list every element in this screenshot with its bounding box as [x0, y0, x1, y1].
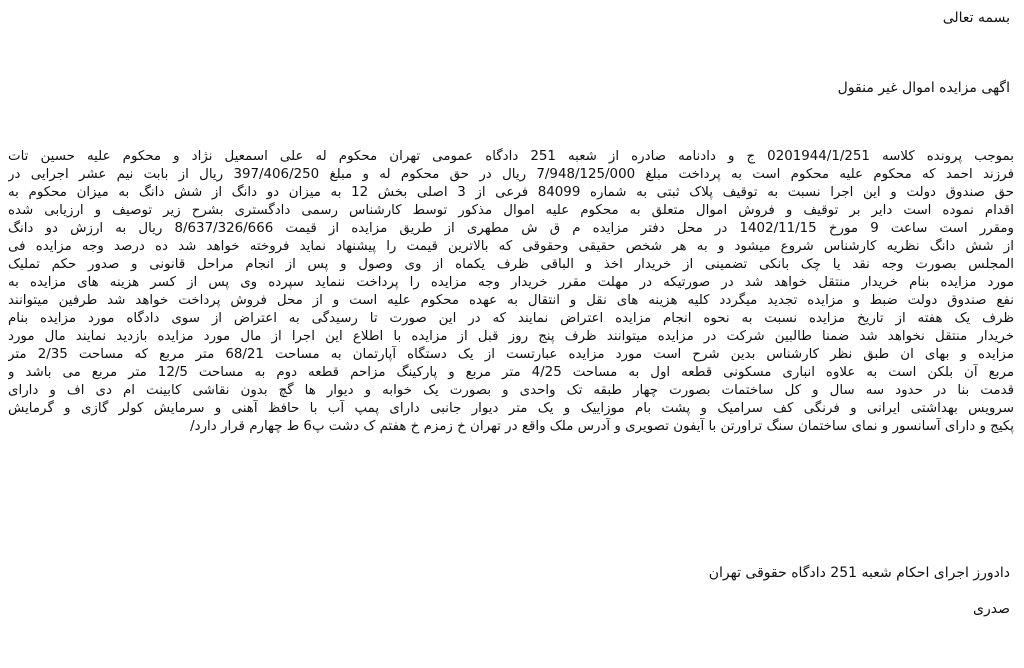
body-line: از شش دانگ نظریه کارشناس شروع میشود و به هر شخص حقیقی وحقوقی که بالاترین قیمت را پیشنهاد نماید فروخته خواهد شد ده درصد وجه مزایده فی: [8, 239, 1014, 254]
body-line: سرویس بهداشتی ایرانی و فرنگی کف سرامیک و پشت بام موزاییک و یک متر دیوار جانبی دارای پمپ آب با حافظ آهنی و سرمایش کولر گازی و گرمایش: [8, 401, 1014, 416]
signatory-name: صدری: [973, 601, 1010, 617]
basmala-heading: بسمه تعالی: [942, 10, 1010, 26]
signature-line: دادورز اجرای احکام شعبه 251 دادگاه حقوقی تهران: [708, 565, 1010, 581]
body-line: نفع صندوق دولت ضبط و مزایده تجدید میگردد کلیه هزینه های نقل و انتقال به عهده محکوم علیه است و از محل فروش پرداخت خواهد شد طرفین میتوانند: [8, 293, 1014, 308]
body-line: ومقرر است ساعت 9 مورخ 1402/11/15 در محل دفتر مزایده م ق ش مطهری از طریق مزایده از قیمت 8/637/326/666 ریال به ارزش دو دانگ: [8, 221, 1014, 236]
notice-title: اگهی مزایده اموال غیر منقول: [837, 80, 1010, 96]
body-line: خریدار منتقل نخواهد شد ضمنا طالبین شرکت در مزایده میتوانند ظرف پنج روز قبل از مزایده با اطلاع این اجرا از مال مورد مزایده بازدید نمایند مال مورد: [8, 329, 1014, 344]
body-line: المجلس بصورت وجه نقد یا چک بانکی تضمینی از خریدار اخذ و الباقی ظرف یکماه از وی وصول و پس از انجام مراحل قانونی و صدور حکم تملیک: [8, 257, 1014, 272]
body-line: پکیج و دارای آسانسور و نمای ساختمان سنگ تراورتن با آیفون تصویری و آدرس ملک واقع در تهران خ زمزم خ هفتم ک دشت پ6 ط چهارم قرار دارد/: [190, 419, 1014, 434]
body-line: اقدام نموده است دایر بر توقیف و فروش اموال متعلق به محکوم علیه اموال مذکور توسط کارشناس رسمی دادگستری بشرح زیر توصیف و ارزیابی شده: [8, 203, 1014, 218]
body-line: بموجب پرونده کلاسه 0201944/1/251 ج و دادنامه صادره از شعبه 251 دادگاه عمومی تهران محکوم له علی اسمعیل نژاد و محکوم علیه حسین تات: [8, 149, 1014, 164]
body-line: مزایده و بهای ان طبق نظر کارشناس بدین شرح است مورد مزایده عبارتست از یک دستگاه آپارتمان به مساحت 68/21 متر مربع که مساحت 2/35 متر: [8, 347, 1014, 362]
body-line: فرزند احمد که محکوم علیه محکوم است به پرداخت مبلغ 7/948/125/000 ریال در حق محکوم له و مبلغ 397/406/250 ریال از بابت نیم عشر اجرایی در: [8, 167, 1014, 182]
body-line: مورد مزایده بنام خریدار منتقل خواهد شد در صورتیکه در مهلت مقرر خریدار وجه مزایده را پرداخت ننماید سپرده وی پس از کسر هزینه های مزایده به: [8, 275, 1014, 290]
body-line: مربع آن بلکن است به علاوه انباری مسکونی قطعه اول به مساحت 4/25 متر مربع و پارکینگ مزاحم قطعه دوم به مساحت 12/5 متر مربع می باشد و: [8, 365, 1014, 380]
notice-body: [8, 148, 1014, 436]
body-line: قدمت بنا در حدود سه سال و کل ساختمات بصورت چهار طبقه تک واحدی و بصورت یک خوابه و دیوار ها گچ بدون نقاشی کابینت ام دی اف و دارای: [8, 383, 1014, 398]
body-line: حق صندوق دولت و این اجرا نسبت به توقیف پلاک ثبتی به شماره 84099 فرعی از 3 اصلی بخش 12 به میزان دو دانگ از شش دانگ به میزان محکوم به: [8, 185, 1014, 200]
body-line: ظرف یک هفته از تاریخ مزایده نسبت به نحوه انجام مزایده اعتراض نمایند که در این صورت تا رسیدگی به اعتراض از سوی دادگاه مورد مزایده بنام: [8, 311, 1014, 326]
